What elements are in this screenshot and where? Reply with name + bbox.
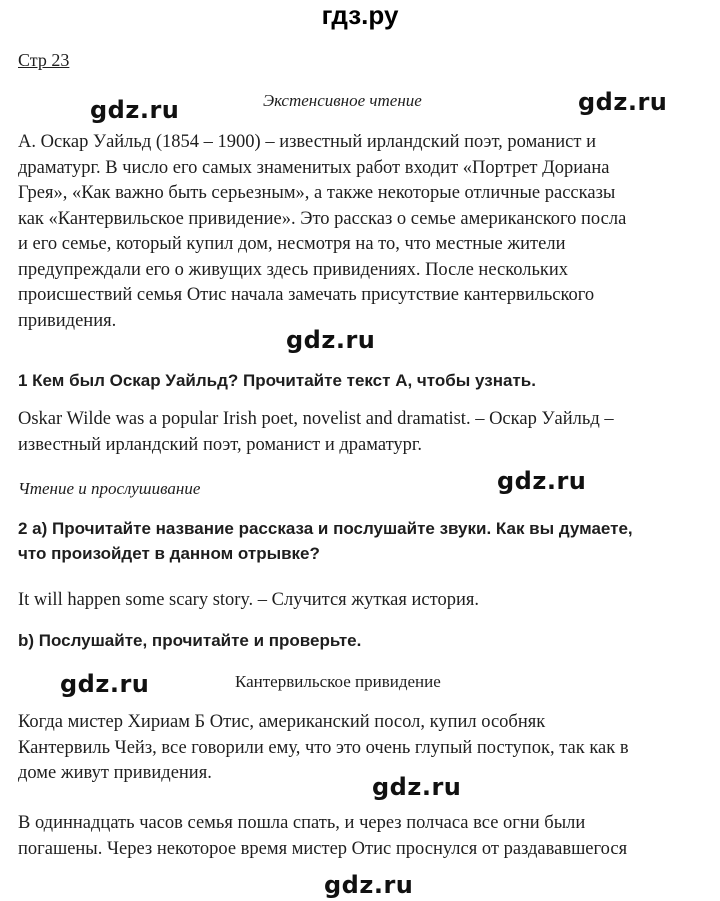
watermark: gdz.ru	[324, 871, 414, 899]
section-heading-reading-listening: Чтение и прослушивание	[18, 479, 201, 498]
story-paragraph-1	[18, 710, 629, 787]
text-line: Грея», «Как важно быть серьезным», а также некоторые отличные рассказы	[18, 183, 616, 203]
answer-1	[18, 407, 614, 458]
text-line: Oskar Wilde was a popular Irish poet, novelist and dramatist. – Оскар Уайльд –	[18, 409, 614, 429]
text-line: драматург. В число его самых знаменитых работ входит «Портрет Дориана	[18, 157, 610, 178]
text-line: Когда мистер Хириам Б Отис, американский посол, купил особняк	[18, 712, 546, 732]
text-line: предупреждали его о живущих здесь привидениях. После нескольких	[18, 259, 569, 280]
watermark: gdz.ru	[286, 326, 376, 354]
watermark: gdz.ru	[90, 96, 180, 124]
watermark: gdz.ru	[60, 670, 150, 698]
text-line: 2 а) Прочитайте название рассказа и послушайте звуки. Как вы думаете,	[18, 519, 633, 538]
text-line: привидения.	[18, 310, 117, 331]
story-title: Кантервильское привидение	[235, 672, 441, 691]
text-line: как «Кантервильское привидение». Это рассказ о семье американского посла	[18, 208, 627, 229]
text-line: известный ирландский поэт, романист и драматург.	[18, 434, 423, 455]
page-number: Стр 23	[18, 50, 70, 70]
text-line: Кантервиль Чейз, все говорили ему, что это очень глупый поступок, так как в	[18, 737, 629, 758]
text-line: происшествий семья Отис начала замечать присутствие кантервильского	[18, 285, 595, 305]
text-a-paragraph	[18, 130, 626, 334]
watermark: gdz.ru	[372, 773, 462, 801]
text-line: доме живут привидения.	[18, 763, 212, 783]
text-line: погашены. Через некоторое время мистер Отис проснулся от раздававшегося	[18, 838, 628, 859]
watermark: gdz.ru	[497, 467, 587, 495]
text-line: А. Оскар Уайльд (1854 – 1900) – известный ирландский поэт, романист и	[18, 132, 596, 152]
watermark: gdz.ru	[578, 88, 668, 116]
task-1: 1 Кем был Оскар Уайльд? Прочитайте текст А, чтобы узнать.	[18, 371, 536, 390]
task-2a	[18, 516, 633, 566]
text-line: и его семье, который купил дом, несмотря на то, что местные жители	[18, 234, 566, 254]
task-2b: b) Послушайте, прочитайте и проверьте.	[18, 631, 362, 650]
text-line: что произойдет в данном отрывке?	[18, 544, 320, 563]
section-heading-extensive-reading: Экстенсивное чтение	[263, 91, 422, 110]
answer-2a: It will happen some scary story. – Случится жуткая история.	[18, 590, 479, 610]
text-line: В одиннадцать часов семья пошла спать, и через полчаса все огни были	[18, 813, 586, 833]
story-paragraph-2	[18, 811, 627, 862]
site-header[interactable]: гдз.ру	[321, 0, 399, 30]
